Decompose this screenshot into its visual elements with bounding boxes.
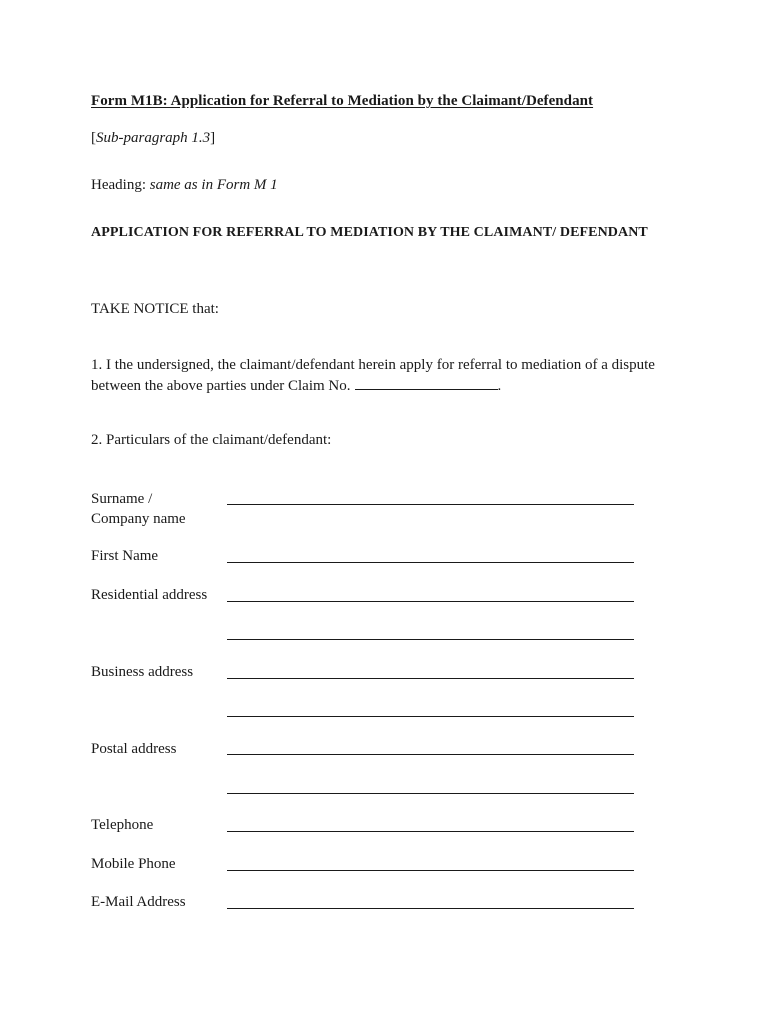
postal-address-field-line2[interactable] [227, 793, 634, 794]
postal-address-field-line1[interactable] [227, 754, 634, 755]
paragraph-2: 2. Particulars of the claimant/defendant: [91, 432, 332, 448]
residential-address-field-line1[interactable] [227, 601, 634, 602]
surname-label-line1: Surname / [91, 491, 153, 507]
take-notice-text: TAKE NOTICE that: [91, 301, 219, 317]
application-title: APPLICATION FOR REFERRAL TO MEDIATION BY THE CLAIMANT/ DEFENDANT [91, 225, 648, 240]
subparagraph-text: Sub-paragraph 1.3 [96, 130, 211, 146]
residential-address-field-line2[interactable] [227, 639, 634, 640]
first-name-field[interactable] [227, 562, 634, 563]
paragraph-1 [91, 355, 691, 396]
subparagraph-reference [91, 130, 215, 147]
mobile-phone-label: Mobile Phone [91, 856, 176, 872]
heading-value: same as in Form M 1 [149, 177, 278, 193]
telephone-field[interactable] [227, 831, 634, 832]
email-label: E-Mail Address [91, 894, 186, 910]
surname-label [91, 489, 186, 529]
heading-label: Heading: [91, 177, 150, 193]
paragraph-1-text: 1. I the undersigned, the claimant/defendant herein apply for referral to mediation of a dispute between the above parties under Claim No. [91, 357, 655, 394]
postal-address-label: Postal address [91, 741, 177, 757]
business-address-field-line1[interactable] [227, 678, 634, 679]
form-title: Form M1B: Application for Referral to Mediation by the Claimant/Defendant [91, 93, 594, 109]
heading-line [91, 177, 278, 194]
business-address-field-line2[interactable] [227, 716, 634, 717]
paragraph-1-end: . [497, 378, 502, 394]
email-field[interactable] [227, 908, 634, 909]
subparagraph-open-bracket: [ [91, 130, 96, 146]
claim-number-field[interactable] [355, 375, 498, 390]
surname-field[interactable] [227, 504, 634, 505]
residential-address-label: Residential address [91, 587, 208, 603]
telephone-label: Telephone [91, 817, 154, 833]
business-address-label: Business address [91, 664, 194, 680]
mobile-phone-field[interactable] [227, 870, 634, 871]
first-name-label: First Name [91, 548, 159, 564]
surname-label-line2: Company name [91, 511, 186, 527]
subparagraph-close-bracket: ] [210, 130, 216, 146]
